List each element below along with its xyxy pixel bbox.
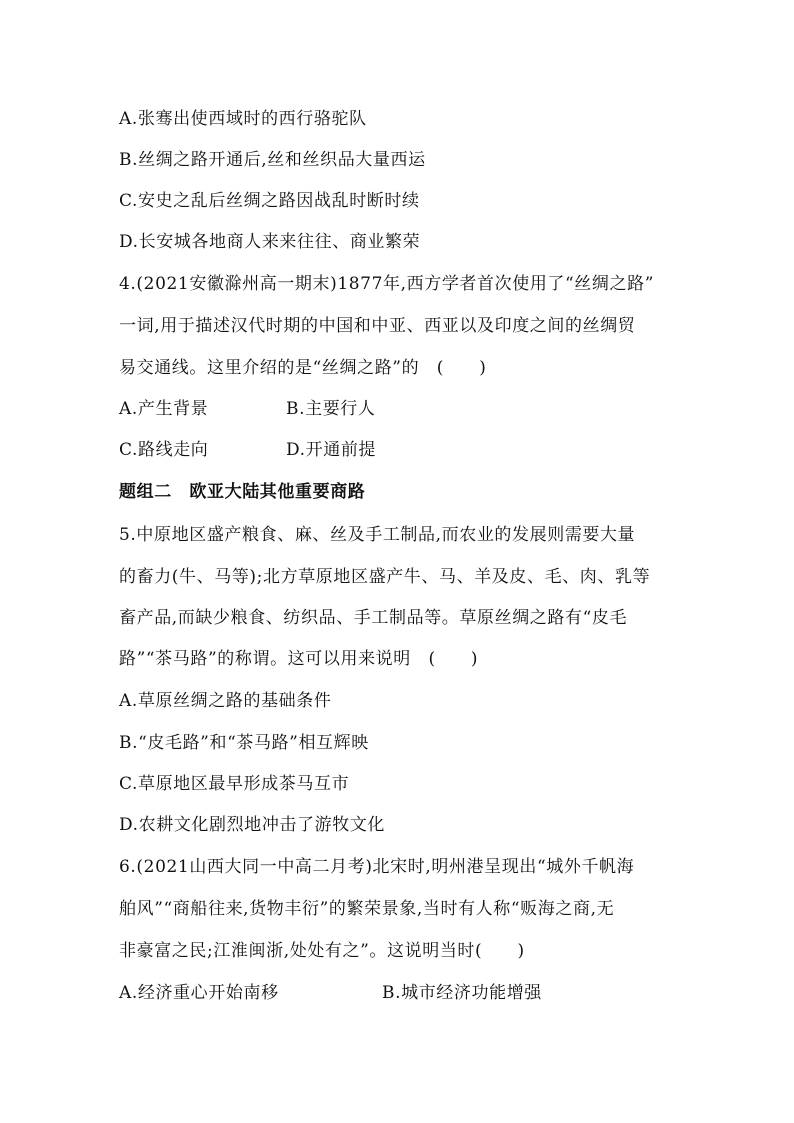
q6-stem-line-2: 舶风”“商船往来,货物丰衍”的繁荣景象,当时有人称“贩海之商,无	[119, 899, 615, 919]
q6-stem-line-1: 6.(2021山西大同一中高二月考)北宋时,明州港呈现出“城外千帆海	[119, 857, 635, 877]
q3-option-d: D.长安城各地商人来来往往、商业繁荣	[119, 232, 421, 252]
q6-option-a: A.经济重心开始南移	[119, 983, 279, 1003]
q5-option-b: B.“皮毛路”和“茶马路”相互辉映	[119, 733, 369, 753]
q4-stem-line-1: 4.(2021安徽滁州高一期末)1877年,西方学者首次使用了“丝绸之路”	[119, 274, 654, 294]
q4-option-c: C.路线走向	[119, 440, 209, 460]
q4-stem-line-3: 易交通线。这里介绍的是“丝绸之路”的 ( )	[119, 358, 487, 378]
q3-option-a: A.张骞出使西域时的西行骆驼队	[119, 109, 367, 129]
q5-option-a: A.草原丝绸之路的基础条件	[119, 691, 332, 711]
q3-option-c: C.安史之乱后丝绸之路因战乱时断时续	[119, 191, 420, 211]
q5-stem-line-3: 畜产品,而缺少粮食、纺织品、手工制品等。草原丝绸之路有“皮毛	[119, 608, 628, 628]
q5-option-d: D.农耕文化剧烈地冲击了游牧文化	[119, 815, 386, 835]
q5-stem-line-2: 的畜力(牛、马等);北方草原地区盛产牛、马、羊及皮、毛、肉、乳等	[119, 567, 651, 587]
q5-stem-line-1: 5.中原地区盛产粮食、麻、丝及手工制品,而农业的发展则需要大量	[119, 525, 636, 545]
q6-option-b: B.城市经济功能增强	[382, 983, 542, 1003]
q4-option-a: A.产生背景	[119, 399, 209, 419]
q3-option-b: B.丝绸之路开通后,丝和丝织品大量西运	[119, 150, 426, 170]
q5-option-c: C.草原地区最早形成茶马互市	[119, 774, 350, 794]
section-title: 题组二 欧亚大陆其他重要商路	[119, 482, 366, 502]
q6-stem-line-3: 非豪富之民;江淮闽浙,处处有之”。这说明当时( )	[119, 941, 525, 961]
q5-stem-line-4: 路”“茶马路”的称谓。这可以用来说明 ( )	[119, 649, 479, 669]
q4-stem-line-2: 一词,用于描述汉代时期的中国和中亚、西亚以及印度之间的丝绸贸	[119, 316, 636, 336]
q4-option-d: D.开通前提	[286, 440, 377, 460]
q4-option-b: B.主要行人	[286, 399, 376, 419]
